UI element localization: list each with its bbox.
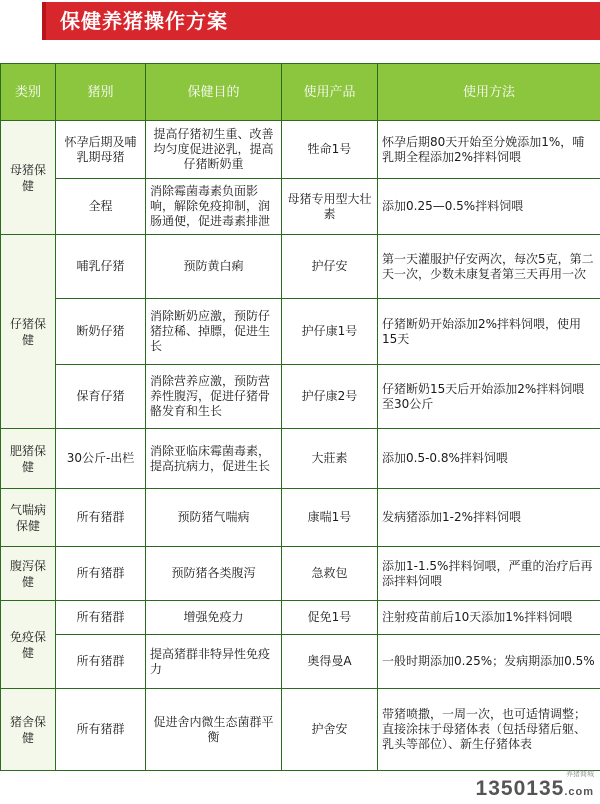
product-cell: 奥得曼A <box>282 635 378 689</box>
table-row <box>1 179 600 235</box>
method-cell: 添加0.5-0.8%拌料饲喂 <box>378 429 600 489</box>
category-cell: 仔猪保健 <box>1 235 56 429</box>
product-cell: 急救包 <box>282 547 378 601</box>
col-header-category: 类别 <box>1 64 56 121</box>
pig-cell: 所有猪群 <box>56 547 146 601</box>
pig-cell: 所有猪群 <box>56 689 146 771</box>
purpose-cell: 提高仔猪初生重、改善均匀度促进泌乳，提高仔猪断奶重 <box>146 121 282 179</box>
product-cell: 大莊素 <box>282 429 378 489</box>
table-row <box>1 489 600 547</box>
method-cell: 第一天灌服护仔安两次，每次5克，第二天一次，少数未康复者第三天再用一次 <box>378 235 600 299</box>
col-header-method: 使用方法 <box>378 64 600 121</box>
category-cell: 腹泻保健 <box>1 547 56 601</box>
method-cell: 怀孕后期80天开始至分娩添加1%，哺乳期全程添加2%拌料饲喂 <box>378 121 600 179</box>
method-cell: 带猪喷撒，一周一次，也可适情调整；直接涂抹于母猪体表（包括母猪后躯、乳头等部位）、新生仔猪体表 <box>378 689 600 771</box>
method-cell: 添加0.25—0.5%拌料饲喂 <box>378 179 600 235</box>
table-row <box>1 235 600 299</box>
product-cell: 促免1号 <box>282 601 378 635</box>
purpose-cell: 消除霉菌毒素负面影响，解除免疫抑制，润肠通便，促进毒素排泄 <box>146 179 282 235</box>
table-row <box>1 121 600 179</box>
pig-cell: 所有猪群 <box>56 635 146 689</box>
table-row <box>1 601 600 635</box>
category-cell: 气喘病保健 <box>1 489 56 547</box>
pig-cell: 怀孕后期及哺乳期母猪 <box>56 121 146 179</box>
method-cell: 发病猪添加1-2%拌料饲喂 <box>378 489 600 547</box>
product-cell: 护仔康1号 <box>282 299 378 365</box>
purpose-cell: 提高猪群非特异性免疫力 <box>146 635 282 689</box>
purpose-cell: 消除亚临床霉菌毒素，提高抗病力，促进生长 <box>146 429 282 489</box>
purpose-cell: 促进舍内微生态菌群平衡 <box>146 689 282 771</box>
pig-cell: 断奶仔猪 <box>56 299 146 365</box>
care-plan-table-wrap <box>0 63 600 801</box>
product-cell: 康喘1号 <box>282 489 378 547</box>
product-cell: 牲命1号 <box>282 121 378 179</box>
purpose-cell: 增强免疫力 <box>146 601 282 635</box>
table-row <box>1 365 600 429</box>
method-cell: 注射疫苗前后10天添加1%拌料饲喂 <box>378 601 600 635</box>
table-row <box>1 299 600 365</box>
watermark-caption: 养猪商城 <box>566 769 594 779</box>
purpose-cell: 消除营养应激，预防营养性腹泻，促进仔猪骨骼发育和生长 <box>146 365 282 429</box>
header-bar <box>0 0 600 42</box>
purpose-cell: 预防猪各类腹泻 <box>146 547 282 601</box>
product-cell: 护仔安 <box>282 235 378 299</box>
product-cell: 护仔康2号 <box>282 365 378 429</box>
table-row <box>1 429 600 489</box>
purpose-cell: 预防黄白痢 <box>146 235 282 299</box>
pig-cell: 30公斤-出栏 <box>56 429 146 489</box>
table-header-row <box>1 64 600 121</box>
care-plan-table <box>0 63 600 771</box>
method-cell: 添加1-1.5%拌料饲喂，严重的治疗后再添拌料饲喂 <box>378 547 600 601</box>
page-title: 保健养猪操作方案 <box>60 6 228 36</box>
pig-cell: 全程 <box>56 179 146 235</box>
col-header-product: 使用产品 <box>282 64 378 121</box>
method-cell: 一般时期添加0.25%；发病期添加0.5% <box>378 635 600 689</box>
pig-cell: 哺乳仔猪 <box>56 235 146 299</box>
product-cell: 护舍安 <box>282 689 378 771</box>
table-row <box>1 635 600 689</box>
method-cell: 仔猪断奶开始添加2%拌料饲喂，使用15天 <box>378 299 600 365</box>
product-cell: 母猪专用型大壮素 <box>282 179 378 235</box>
col-header-pig: 猪别 <box>56 64 146 121</box>
table-row <box>1 689 600 771</box>
category-cell: 母猪保健 <box>1 121 56 235</box>
watermark-logo: 1350135.com <box>476 777 594 801</box>
pig-cell: 所有猪群 <box>56 489 146 547</box>
pig-cell: 所有猪群 <box>56 601 146 635</box>
category-cell: 肥猪保健 <box>1 429 56 489</box>
purpose-cell: 预防猪气喘病 <box>146 489 282 547</box>
purpose-cell: 消除断奶应激，预防仔猪拉稀、掉膘，促进生长 <box>146 299 282 365</box>
col-header-purpose: 保健目的 <box>146 64 282 121</box>
category-cell: 猪舍保健 <box>1 689 56 771</box>
category-cell: 免疫保健 <box>1 601 56 689</box>
pig-cell: 保育仔猪 <box>56 365 146 429</box>
table-row <box>1 547 600 601</box>
method-cell: 仔猪断奶15天后开始添加2%拌料饲喂至30公斤 <box>378 365 600 429</box>
